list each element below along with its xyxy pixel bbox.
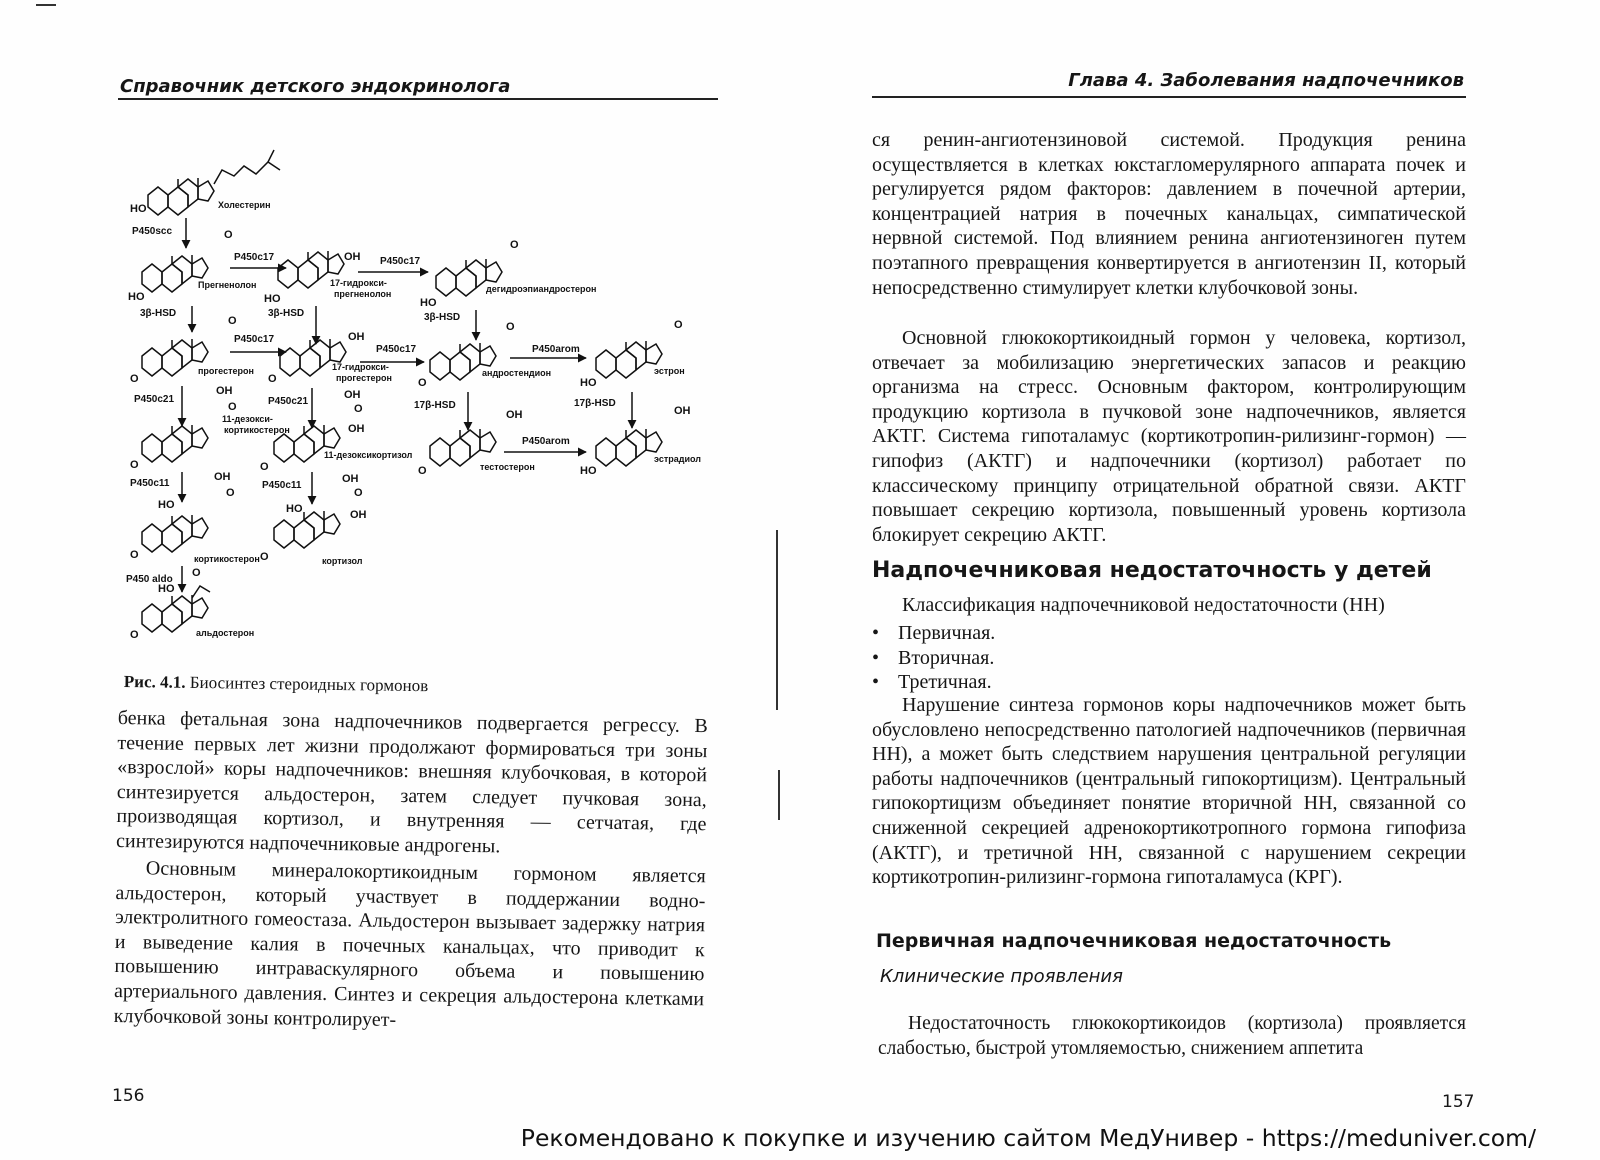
gutter-line-2 bbox=[778, 770, 780, 820]
label-estradiol: эстрадиол bbox=[654, 454, 702, 464]
enzyme-p450arom-a: P450arom bbox=[532, 344, 580, 355]
enzyme-17bhsd-b: 17β-HSD bbox=[574, 398, 616, 409]
dhea-o: O bbox=[510, 239, 519, 251]
figure-caption-label: Рис. 4.1. bbox=[123, 672, 186, 692]
deoxycortisol-o1: O bbox=[260, 461, 269, 473]
estrone-ho: HO bbox=[580, 377, 597, 389]
label-17oh-pregnenolone-2: прегненолон bbox=[334, 289, 392, 299]
aldosterone-structure bbox=[142, 586, 210, 632]
label-dhea: дегидроэпиандростерон bbox=[486, 284, 597, 294]
label-11-deoxycorticosterone-1: 11-дезокси- bbox=[222, 414, 273, 424]
estrone-structure bbox=[596, 341, 662, 378]
enzyme-17bhsd-a: 17β-HSD bbox=[414, 400, 456, 411]
right-paragraph-3: Нарушение синтеза гормонов коры надпочечников может быть обусловлено непосредственно патологией надпочечников (первичная НН), а может быть следствием нарушения центральной регуляции работы надпочечников (центральный гипокортицизм). Центральный гипокортицизм объединяет понятие вторичной НН, связанной со сниженной секрецией адренокортикотропного гормона гипофиза (АКТГ), и третичной НН, связанной с нарушением секреции кортикотропин-рилизинг-гормона гипоталамуса (КРГ). bbox=[872, 694, 1466, 889]
enzyme-p450arom-b: P450arom bbox=[522, 436, 570, 447]
androstenedione-o1: O bbox=[418, 377, 427, 389]
enzyme-p450scc: P450scc bbox=[132, 226, 173, 237]
enzyme-p450c17-d: P450c17 bbox=[376, 344, 417, 355]
corticosterone-ho: HO bbox=[158, 499, 175, 511]
enzyme-p450c17-a: P450c17 bbox=[234, 252, 275, 263]
figure-caption-text: Биосинтез стероидных гормонов bbox=[185, 672, 429, 696]
label-pregnenolone: Прегненолон bbox=[198, 280, 257, 290]
left-running-head: Справочник детского эндокринолога bbox=[120, 76, 511, 97]
enzyme-p450c11-b: P450c11 bbox=[262, 480, 302, 491]
deoxycorticosterone-o2: O bbox=[228, 401, 237, 413]
list-item: • Вторичная. bbox=[868, 646, 995, 671]
label-17oh-pregnenolone-1: 17-гидрокси- bbox=[330, 278, 387, 288]
androstenedione-o2: O bbox=[506, 321, 515, 333]
estrone-o: O bbox=[674, 319, 683, 331]
label-cholesterol: Холестерин bbox=[218, 200, 271, 210]
progesterone-o2: O bbox=[228, 315, 237, 327]
label-17oh-progesterone-1: 17-гидрокси- bbox=[332, 362, 389, 372]
enzyme-p450c17-b: P450c17 bbox=[380, 256, 421, 267]
corticosterone-o1: O bbox=[130, 549, 139, 561]
testosterone-o: O bbox=[418, 465, 427, 477]
deoxycortisol-oh1: OH bbox=[344, 389, 361, 401]
label-corticosterone: кортикостерон bbox=[194, 554, 260, 564]
cortisol-oh2: OH bbox=[350, 509, 367, 521]
enzyme-p450c11-a: P450c11 bbox=[130, 478, 170, 489]
enzyme-p450c21-a: P450c21 bbox=[134, 394, 175, 405]
left-paragraph-1: бенка фетальная зона надпочечников подвергается регрессу. В течение первых лет жизни продолжают формироваться три зоны «взрослой» коры надпочечников: внешняя клубочковая, в которой синтезируется альдостерон, затем следует пучковая зона, производящая кортизол, и внутренняя — сетчатая, где синтезируются надпочечниковые андрогены. bbox=[115, 706, 708, 858]
label-11-deoxycorticosterone-2: кортикостерон bbox=[224, 425, 290, 435]
enzyme-p450aldo: P450 aldo bbox=[126, 574, 173, 585]
hydroxyprogesterone-oh: OH bbox=[348, 331, 365, 343]
right-running-head: Глава 4. Заболевания надпочечников bbox=[1068, 70, 1464, 91]
deoxycorticosterone-o1: O bbox=[130, 459, 139, 471]
deoxycortisol-o2: O bbox=[354, 403, 363, 415]
enzyme-p450c21-b: P450c21 bbox=[268, 396, 309, 407]
right-paragraph-1: ся ренин-ангиотензиновой системой. Продукция ренина осуществляется в клетках юкстагломерулярного аппарата почек и регулируется рядом факторов: давлением в почечной артерии, концентрацией натрия в почечных канальцах, симпатической нервной системой. Под влиянием ренина ангиотензиноген путем поэтапного превращения конвертируется в ангиотензин II, который непосредственно стимулирует клетки клубочковой зоны. bbox=[872, 129, 1466, 299]
cholesterol-ho: HO bbox=[130, 203, 147, 215]
cortisol-structure bbox=[274, 511, 340, 548]
corticosterone-oh: OH bbox=[214, 471, 231, 483]
steroid-biosynthesis-diagram bbox=[118, 130, 718, 650]
right-page-number: 157 bbox=[1442, 1092, 1475, 1112]
estradiol-oh: OH bbox=[674, 405, 691, 417]
figure-caption bbox=[124, 672, 429, 696]
label-estrone: эстрон bbox=[654, 366, 685, 376]
deoxycorticosterone-structure bbox=[142, 425, 208, 462]
enzyme-p450c17-c: P450c17 bbox=[234, 334, 275, 345]
hydroxypregnenolone-oh: OH bbox=[344, 251, 361, 263]
corticosterone-structure bbox=[142, 515, 208, 552]
label-aldosterone: альдостерон bbox=[196, 628, 255, 638]
hydroxyprogesterone-o: O bbox=[268, 373, 277, 385]
aldosterone-o1: O bbox=[130, 629, 139, 641]
label-11-deoxycortisol: 11-дезоксикортизол bbox=[324, 450, 413, 460]
testosterone-structure bbox=[430, 429, 496, 466]
left-page-number: 156 bbox=[112, 1086, 145, 1106]
pregnenolone-o: O bbox=[224, 229, 233, 241]
cortisol-o1: O bbox=[260, 551, 269, 563]
classification-list bbox=[868, 621, 995, 695]
deoxycortisol-oh2: OH bbox=[348, 423, 365, 435]
scan-mark bbox=[36, 4, 56, 6]
enzyme-3bhsd-c: 3β-HSD bbox=[424, 312, 461, 323]
label-androstenedione: андростендион bbox=[482, 368, 552, 378]
list-item: • Первичная. bbox=[868, 621, 995, 646]
label-cortisol: кортизол bbox=[322, 556, 363, 566]
cortisol-o2: O bbox=[354, 487, 363, 499]
aldosterone-ho: HO bbox=[158, 583, 175, 595]
label-17oh-progesterone-2: прогестерон bbox=[336, 373, 392, 383]
estradiol-structure bbox=[596, 429, 662, 466]
gutter-line bbox=[776, 530, 778, 710]
label-progesterone: прогестерон bbox=[198, 366, 254, 376]
cortisol-oh1: OH bbox=[342, 473, 359, 485]
enzyme-3bhsd-b: 3β-HSD bbox=[268, 308, 305, 319]
section-heading-adrenal-insufficiency: Надпочечниковая недостаточность у детей bbox=[872, 558, 1432, 583]
corticosterone-o2: O bbox=[226, 487, 235, 499]
right-paragraph-4: Недостаточность глюкокортикоидов (кортизола) проявляется слабостью, быстрой утомляемостью, снижением аппетита bbox=[878, 1013, 1466, 1059]
enzyme-3bhsd-a: 3β-HSD bbox=[140, 308, 177, 319]
watermark-link[interactable]: Рекомендовано к покупке и изучению сайтом МедУнивер - https://meduniver.com/ bbox=[520, 1124, 1536, 1152]
label-testosterone: тестостерон bbox=[480, 462, 535, 472]
estradiol-ho: HO bbox=[580, 465, 597, 477]
pregnenolone-ho: HO bbox=[128, 291, 145, 303]
aldosterone-o2: O bbox=[192, 567, 201, 579]
hydroxypregnenolone-ho: HO bbox=[264, 293, 281, 305]
testosterone-oh: OH bbox=[506, 409, 523, 421]
right-paragraph-2: Основной глюкокортикоидный гормон у человека, кортизол, отвечает за мобилизацию энергетических запасов и реакцию организма на стресс. Основным фактором, контролирующим продукцию кортизола в пучковой зоне надпочечников, является АКТГ. Система гипоталамус (кортикотропин-рилизинг-гормон) — гипофиз (АКТГ) и надпочечники (кортизол) работает по классическому принципу отрицательной обратной связи. АКТГ повышает секрецию кортизола, повышенный уровень кортизола блокирует секрецию АКТГ. bbox=[872, 327, 1466, 546]
left-header-rule bbox=[118, 98, 718, 100]
right-header-rule bbox=[872, 96, 1466, 98]
list-item: • Третичная. bbox=[868, 670, 995, 695]
section-heading-primary-insufficiency: Первичная надпочечниковая недостаточность bbox=[876, 930, 1392, 952]
deoxycorticosterone-oh: OH bbox=[216, 385, 233, 397]
classification-line: Классификация надпочечниковой недостаточности (НН) bbox=[902, 594, 1385, 616]
progesterone-o1: O bbox=[130, 373, 139, 385]
cortisol-ho: HO bbox=[286, 503, 303, 515]
subheading-clinical-manifestations: Клинические проявления bbox=[880, 966, 1123, 987]
dhea-ho: HO bbox=[420, 297, 437, 309]
left-paragraph-2: Основным минералокортикоидным гормоном является альдостерон, который участвует в поддержании водно-электролитного гомеостаза. Альдостерон вызывает задержку натрия и выведение калия в почечных канальцах, что приводит к повышению интраваскулярного объема и повышению артериального давления. Синтез и секреция альдостерона клетками клубочковой зоны контролирует- bbox=[113, 857, 706, 1031]
